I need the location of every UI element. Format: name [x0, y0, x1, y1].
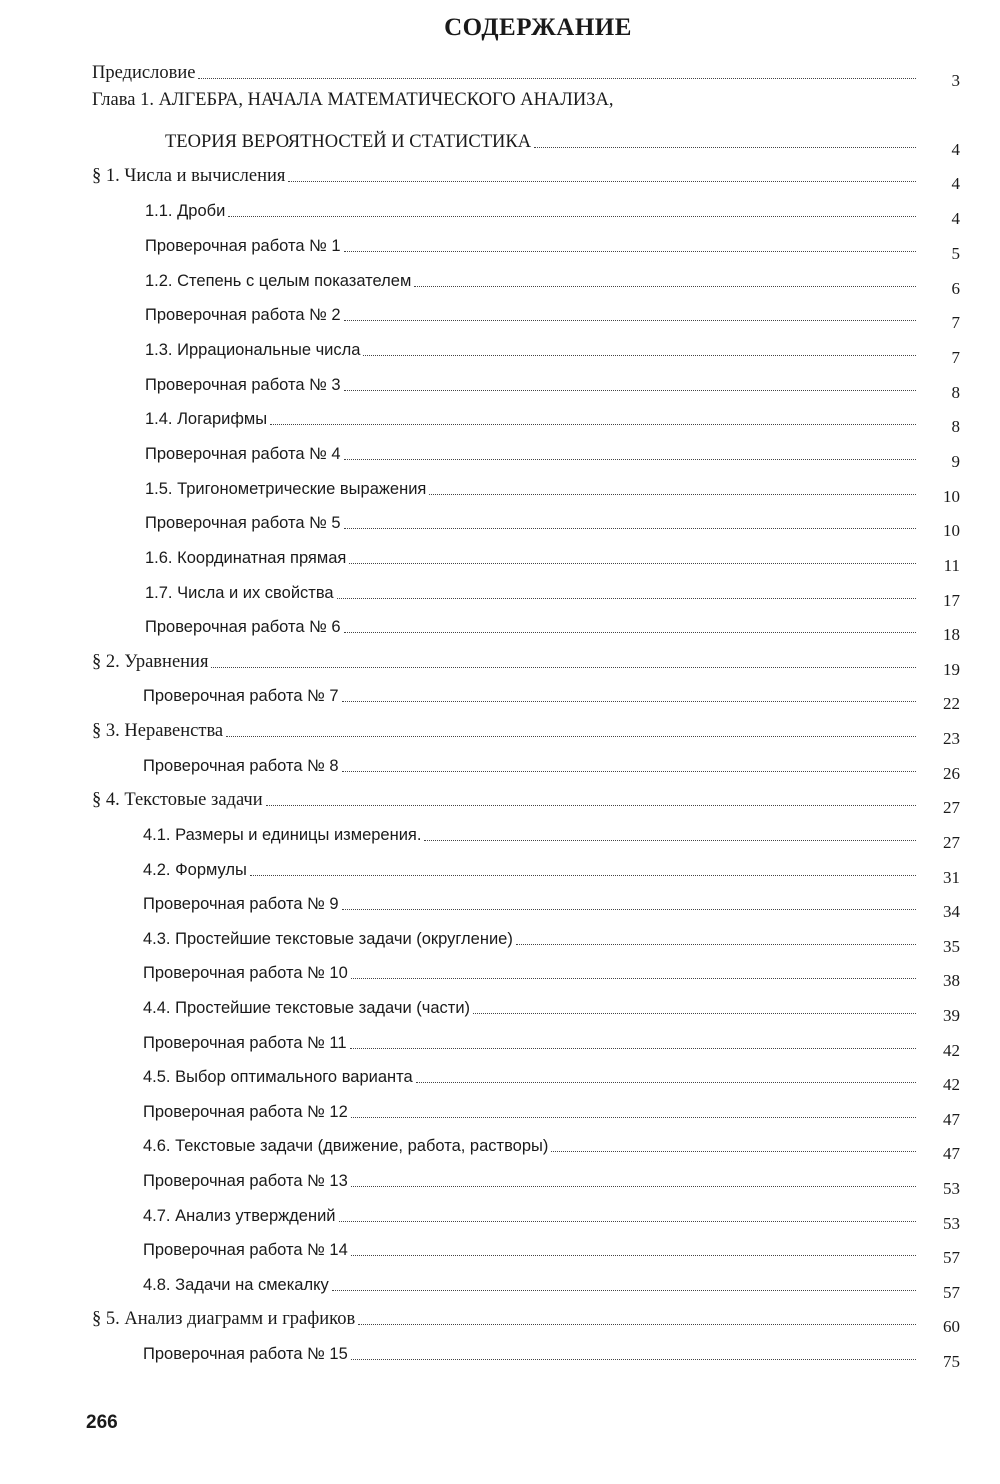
dot-leader — [351, 1117, 916, 1118]
toc-entry-label: 1.2. Степень с целым показателем — [145, 272, 412, 290]
dot-leader — [211, 667, 916, 668]
toc-entry-page: 8 — [951, 383, 960, 402]
toc-entry-label: Проверочная работа № 1 — [145, 237, 341, 255]
toc-entry-label: Проверочная работа № 15 — [143, 1345, 348, 1363]
dot-leader — [344, 632, 916, 633]
toc-entry — [143, 958, 960, 990]
dot-leader — [424, 840, 916, 841]
toc-entry-label: Проверочная работа № 14 — [143, 1241, 348, 1259]
dot-leader — [344, 251, 916, 252]
toc-entry — [92, 647, 960, 679]
toc-entry-page: 39 — [943, 1006, 960, 1025]
toc-entry-page: 47 — [943, 1144, 960, 1163]
toc-entry-page: 75 — [943, 1352, 960, 1371]
toc-entry — [145, 370, 960, 402]
toc-entry — [145, 266, 960, 298]
toc-entry — [145, 335, 960, 367]
toc-entry-label: Проверочная работа № 12 — [143, 1103, 348, 1121]
toc-entry-page: 10 — [943, 487, 960, 506]
dot-leader — [228, 216, 916, 217]
toc-entry-page: 35 — [943, 937, 960, 956]
toc-entry-label: 4.3. Простейшие текстовые задачи (округление) — [143, 930, 513, 948]
toc-entry-label: 1.6. Координатная прямая — [145, 549, 347, 567]
toc-entry-page: 6 — [951, 279, 960, 298]
toc-entry-label: Проверочная работа № 7 — [143, 687, 339, 705]
dot-leader — [344, 459, 916, 460]
toc-entry-page: 53 — [943, 1179, 960, 1198]
toc-entry — [92, 161, 960, 193]
toc-entry-page: 7 — [951, 348, 960, 367]
toc-entry — [143, 1131, 960, 1163]
toc-entry — [145, 439, 960, 471]
page-title: СОДЕРЖАНИЕ — [444, 14, 632, 41]
toc-entry-page: 31 — [943, 868, 960, 887]
toc-entry-label: § 3. Неравенства — [92, 721, 224, 741]
toc-entry-page: 18 — [943, 625, 960, 644]
toc-entry-page: 27 — [943, 833, 960, 852]
toc-entry-label: 1.4. Логарифмы — [145, 410, 268, 428]
dot-leader — [534, 147, 916, 148]
toc-entry-label: Проверочная работа № 2 — [145, 306, 341, 324]
toc-entry-page: 22 — [943, 694, 960, 713]
toc-entry-label: § 1. Числа и вычисления — [92, 166, 286, 186]
dot-leader — [414, 286, 916, 287]
toc-entry — [145, 543, 960, 575]
dot-leader — [344, 528, 916, 529]
toc-entry-label: 4.6. Текстовые задачи (движение, работа, растворы) — [143, 1137, 549, 1155]
toc-entry-label: § 5. Анализ диаграмм и графиков — [92, 1309, 356, 1329]
dot-leader — [342, 701, 916, 702]
toc-entry-page: 42 — [943, 1075, 960, 1094]
dot-leader — [337, 598, 916, 599]
toc-entry-page: 8 — [951, 417, 960, 436]
dot-leader — [551, 1151, 916, 1152]
toc-entry-label: Проверочная работа № 5 — [145, 514, 341, 532]
toc-entry-label: 1.7. Числа и их свойства — [145, 584, 334, 602]
dot-leader — [516, 944, 916, 945]
dot-leader — [363, 355, 916, 356]
dot-leader — [429, 494, 916, 495]
toc-entry-label: 1.1. Дроби — [145, 202, 226, 220]
toc-entry — [143, 889, 960, 921]
dot-leader — [342, 771, 916, 772]
toc-entry-label: 4.1. Размеры и единицы измерения. — [143, 826, 422, 844]
toc-entry-page: 4 — [951, 209, 960, 228]
toc-entry-page: 60 — [943, 1317, 960, 1336]
toc-entry-label: 4.7. Анализ утверждений — [143, 1207, 336, 1225]
toc-entry-label: 4.4. Простейшие текстовые задачи (части) — [143, 999, 471, 1017]
toc-entry-label: Проверочная работа № 8 — [143, 757, 339, 775]
toc-entry-label: Проверочная работа № 13 — [143, 1172, 348, 1190]
toc-entry-label: Предисловие — [92, 63, 196, 83]
toc-entry-page: 53 — [943, 1214, 960, 1233]
dot-leader — [351, 1255, 916, 1256]
dot-leader — [351, 1186, 916, 1187]
toc-entry-label: 1.5. Тригонометрические выражения — [145, 480, 427, 498]
toc-entry — [145, 578, 960, 610]
toc-entry-label: 4.8. Задачи на смекалку — [143, 1276, 329, 1294]
toc-entry-label: ТЕОРИЯ ВЕРОЯТНОСТЕЙ И СТАТИСТИКА — [165, 132, 532, 152]
toc-entry — [145, 612, 960, 644]
toc-entry-label: Проверочная работа № 3 — [145, 376, 341, 394]
toc-entry-page: 26 — [943, 764, 960, 783]
chapter-heading: Глава 1. АЛГЕБРА, НАЧАЛА МАТЕМАТИЧЕСКОГО АНАЛИЗА, — [92, 90, 614, 110]
page-number: 266 — [86, 1412, 118, 1433]
toc-entry — [92, 716, 960, 748]
dot-leader — [288, 181, 916, 182]
toc-entry — [145, 404, 960, 436]
toc-entry-page: 57 — [943, 1248, 960, 1267]
toc-entry-label: Проверочная работа № 10 — [143, 964, 348, 982]
toc-entry-page: 7 — [951, 313, 960, 332]
toc-entry-page: 19 — [943, 660, 960, 679]
toc-entry — [143, 1201, 960, 1233]
toc-entry — [143, 820, 960, 852]
toc-entry — [92, 58, 960, 90]
toc-entry-page: 47 — [943, 1110, 960, 1129]
toc-entry — [145, 231, 960, 263]
toc-entry-page: 4 — [951, 174, 960, 193]
toc-entry-label: 4.5. Выбор оптимального варианта — [143, 1068, 413, 1086]
toc-entry — [145, 196, 960, 228]
dot-leader — [332, 1290, 916, 1291]
toc-entry-page: 27 — [943, 798, 960, 817]
toc-entry-label: 4.2. Формулы — [143, 861, 247, 879]
toc-entry-label: Проверочная работа № 11 — [143, 1034, 347, 1052]
toc-entry — [143, 1028, 960, 1060]
toc-entry — [165, 127, 960, 159]
dot-leader — [266, 805, 916, 806]
toc-entry-label: Проверочная работа № 9 — [143, 895, 339, 913]
toc-entry — [145, 300, 960, 332]
toc-entry-page: 57 — [943, 1283, 960, 1302]
toc-entry-label: Проверочная работа № 6 — [145, 618, 341, 636]
toc-entry — [143, 1339, 960, 1371]
dot-leader — [342, 909, 916, 910]
dot-leader — [349, 563, 916, 564]
toc-entry-label: 1.3. Иррациональные числа — [145, 341, 361, 359]
dot-leader — [416, 1082, 916, 1083]
dot-leader — [250, 875, 916, 876]
toc-entry — [143, 993, 960, 1025]
toc-entry-page: 38 — [943, 971, 960, 990]
toc-entry — [145, 474, 960, 506]
toc-entry — [143, 924, 960, 956]
toc-entry — [143, 855, 960, 887]
dot-leader — [344, 390, 916, 391]
dot-leader — [358, 1324, 916, 1325]
dot-leader — [351, 1359, 916, 1360]
dot-leader — [339, 1221, 916, 1222]
toc-entry-label: § 2. Уравнения — [92, 652, 209, 672]
toc-entry — [143, 1270, 960, 1302]
toc-entry-page: 34 — [943, 902, 960, 921]
dot-leader — [198, 78, 916, 79]
toc-entry — [143, 1097, 960, 1129]
toc-entry — [92, 1304, 960, 1336]
toc-entry-page: 3 — [951, 71, 960, 90]
toc-entry-page: 4 — [951, 140, 960, 159]
toc-entry-label: Проверочная работа № 4 — [145, 445, 341, 463]
toc-entry-page: 5 — [951, 244, 960, 263]
toc-entry — [145, 508, 960, 540]
toc-entry-page: 17 — [943, 591, 960, 610]
toc-entry — [92, 785, 960, 817]
toc-entry-label: § 4. Текстовые задачи — [92, 790, 263, 810]
toc-entry-page: 23 — [943, 729, 960, 748]
toc-entry-page: 9 — [951, 452, 960, 471]
toc-entry-page: 11 — [943, 556, 960, 575]
toc-entry — [143, 1166, 960, 1198]
dot-leader — [473, 1013, 916, 1014]
dot-leader — [226, 736, 916, 737]
dot-leader — [350, 1048, 916, 1049]
dot-leader — [344, 320, 916, 321]
toc-entry — [143, 681, 960, 713]
toc-entry-page: 10 — [943, 521, 960, 540]
toc-entry — [143, 1235, 960, 1267]
dot-leader — [270, 424, 916, 425]
toc-entry — [143, 1062, 960, 1094]
toc-entry — [143, 751, 960, 783]
toc-entry-page: 42 — [943, 1041, 960, 1060]
dot-leader — [351, 978, 916, 979]
